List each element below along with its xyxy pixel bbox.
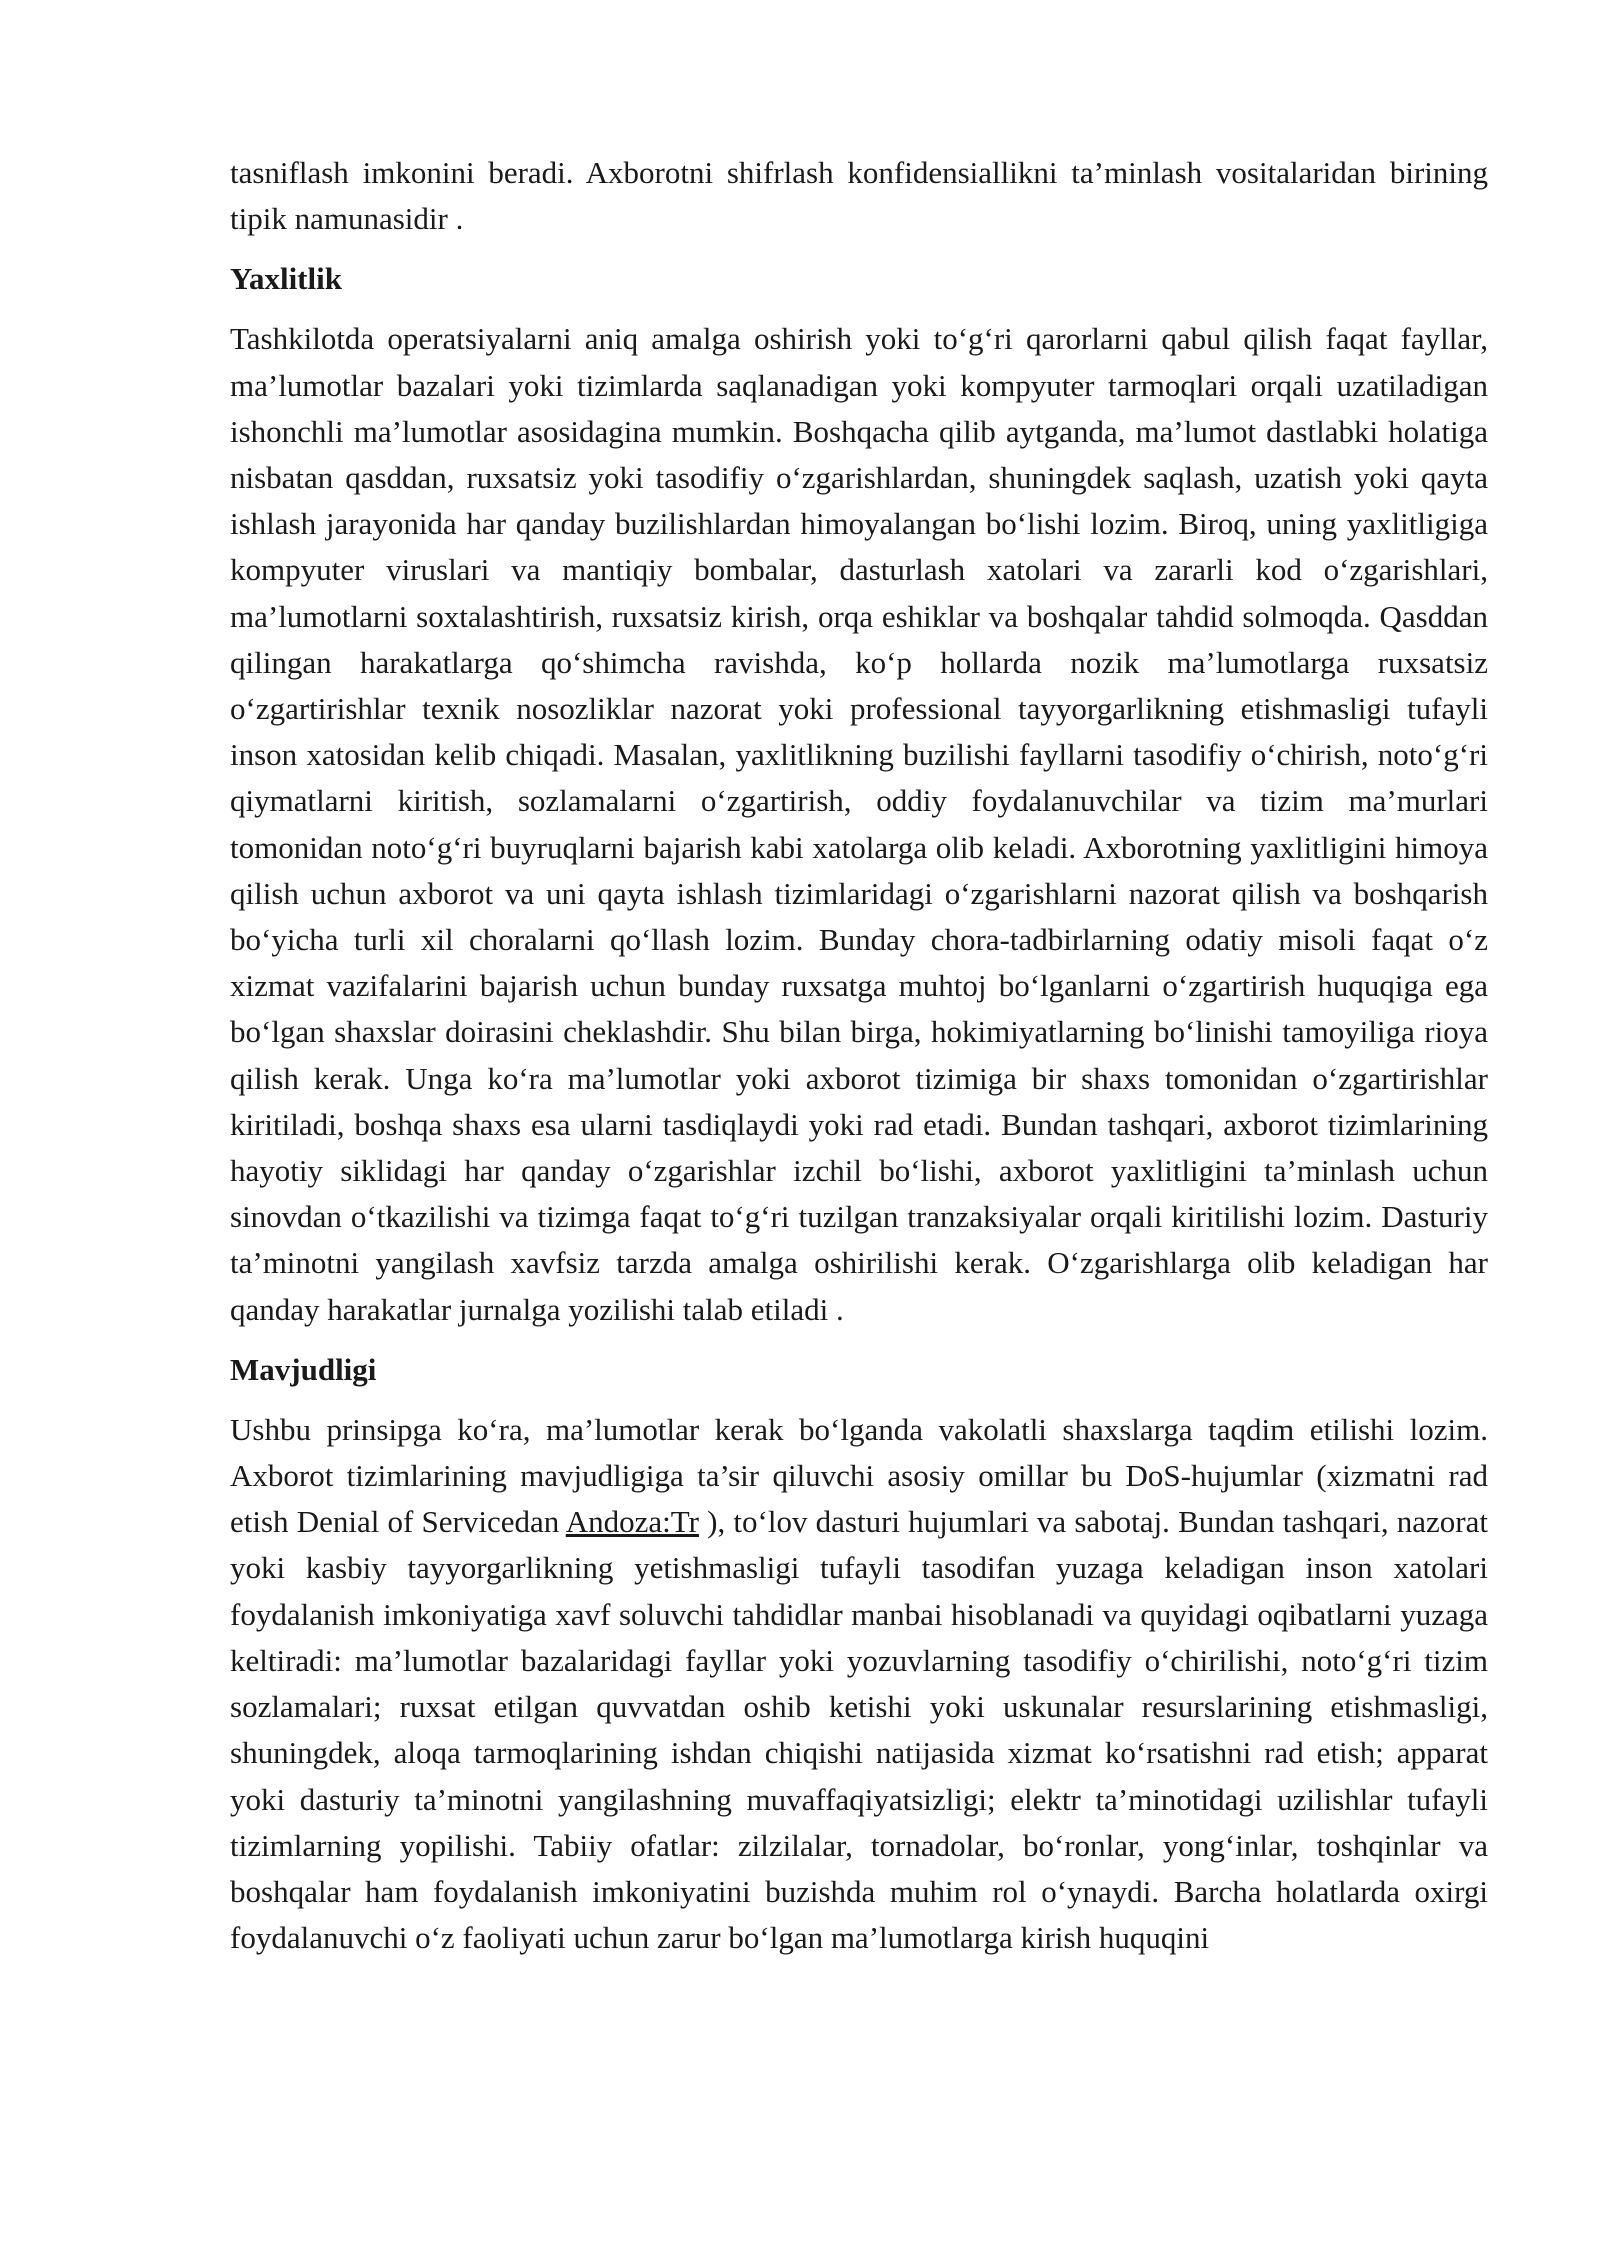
document-body: [230, 150, 1488, 1961]
template-link[interactable]: Andoza:Tr: [565, 1504, 699, 1540]
availability-text-after-link: ), to‘lov dasturi hujumlari va sabotaj. Bundan tashqari, nazorat yoki kasbiy tayyorgarlikning yetishmasligi tufayli tasodifan yuzaga keladigan inson xatolari foydalanish imkoniyatiga xavf soluvchi tahdidlar manbai hisoblanadi va quyidagi oqibatlarni yuzaga keltiradi: ma’lumotlar bazalaridagi fayllar yoki yozuvlarning tasodifiy o‘chirilishi, noto‘g‘ri tizim sozlamalari; ruxsat etilgan quvvatdan oshib ketishi yoki uskunalar resurslarining etishmasligi, shuningdek, aloqa tarmoqlarining ishdan chiqishi natijasida xizmat ko‘rsatishni rad etish; apparat yoki dasturiy ta’minotni yangilashning muvaffaqiyatsizligi; elektr ta’minotidagi uzilishlar tufayli tizimlarning yopilishi. Tabiiy ofatlar: zilzilalar, tornadolar, bo‘ronlar, yong‘inlar, toshqinlar va boshqalar ham foydalanish imkoniyatini buzishda muhim rol o‘ynaydi. Barcha holatlarda oxirgi foydalanuvchi o‘z faoliyati uchun zarur bo‘lgan ma’lumotlarga kirish huquqini: [230, 1504, 1488, 1956]
section-heading-integrity: Yaxlitlik: [230, 261, 342, 297]
availability-text-before-link: Ushbu prinsipga ko‘ra, ma’lumotlar kerak bo‘lganda vakolatli shaxslarga taqdim etilishi lozim. Axborot tizimlarining mavjudligiga ta’sir qiluvchi asosiy omillar bu DoS-hujumlar (xizmatni rad etish Denial of Servicedan: [230, 1411, 1488, 1540]
integrity-paragraph: Tashkilotda operatsiyalarni aniq amalga oshirish yoki to‘g‘ri qarorlarni qabul qilish faqat fayllar, ma’lumotlar bazalari yoki tizimlarda saqlanadigan yoki kompyuter tarmoqlari orqali uzatiladigan ishonchli ma’lumotlar asosidagina mumkin. Boshqacha qilib aytganda, ma’lumot dastlabki holatiga nisbatan qasddan, ruxsatsiz yoki tasodifiy o‘zgarishlardan, shuningdek saqlash, uzatish yoki qayta ishlash jarayonida har qanday buzilishlardan himoyalangan bo‘lishi lozim. Biroq, uning yaxlitligiga kompyuter viruslari va mantiqiy bombalar, dasturlash xatolari va zararli kod o‘zgarishlari, ma’lumotlarni soxtalashtirish, ruxsatsiz kirish, orqa eshiklar va boshqalar tahdid solmoqda. Qasddan qilingan harakatlarga qo‘shimcha ravishda, ko‘p hollarda nozik ma’lumotlarga ruxsatsiz o‘zgartirishlar texnik nosozliklar nazorat yoki professional tayyorgarlikning etishmasligi tufayli inson xatosidan kelib chiqadi. Masalan, yaxlitlikning buzilishi fayllarni tasodifiy o‘chirish, noto‘g‘ri qiymatlarni kiritish, sozlamalarni o‘zgartirish, oddiy foydalanuvchilar va tizim ma’murlari tomonidan noto‘g‘ri buyruqlarni bajarish kabi xatolarga olib keladi. Axborotning yaxlitligini himoya qilish uchun axborot va uni qayta ishlash tizimlaridagi o‘zgarishlarni nazorat qilish va boshqarish bo‘yicha turli xil choralarni qo‘llash lozim. Bunday chora-tadbirlarning odatiy misoli faqat o‘z xizmat vazifalarini bajarish uchun bunday ruxsatga muhtoj bo‘lganlarni o‘zgartirish huquqiga ega bo‘lgan shaxslar doirasini cheklashdir. Shu bilan birga, hokimiyatlarning bo‘linishi tamoyiliga rioya qilish kerak. Unga ko‘ra ma’lumotlar yoki axborot tizimiga bir shaxs tomonidan o‘zgartirishlar kiritiladi, boshqa shaxs esa ularni tasdiqlaydi yoki rad etadi. Bundan tashqari, axborot tizimlarining hayotiy siklidagi har qanday o‘zgarishlar izchil bo‘lishi, axborot yaxlitligini ta’minlash uchun sinovdan o‘tkazilishi va tizimga faqat to‘g‘ri tuzilgan tranzaksiyalar orqali kiritilishi lozim. Dasturiy ta’minotni yangilash xavfsiz tarzda amalga oshirilishi kerak. O‘zgarishlarga olib keladigan har qanday harakatlar jurnalga yozilishi talab etiladi .: [230, 321, 1488, 1327]
availability-paragraph: [230, 1407, 1488, 1961]
section-heading-availability: Mavjudligi: [230, 1351, 377, 1387]
intro-paragraph: tasniflash imkonini beradi. Axborotni shifrlash konfidensiallikni ta’minlash vositalaridan birining tipik namunasidir .: [230, 155, 1488, 237]
